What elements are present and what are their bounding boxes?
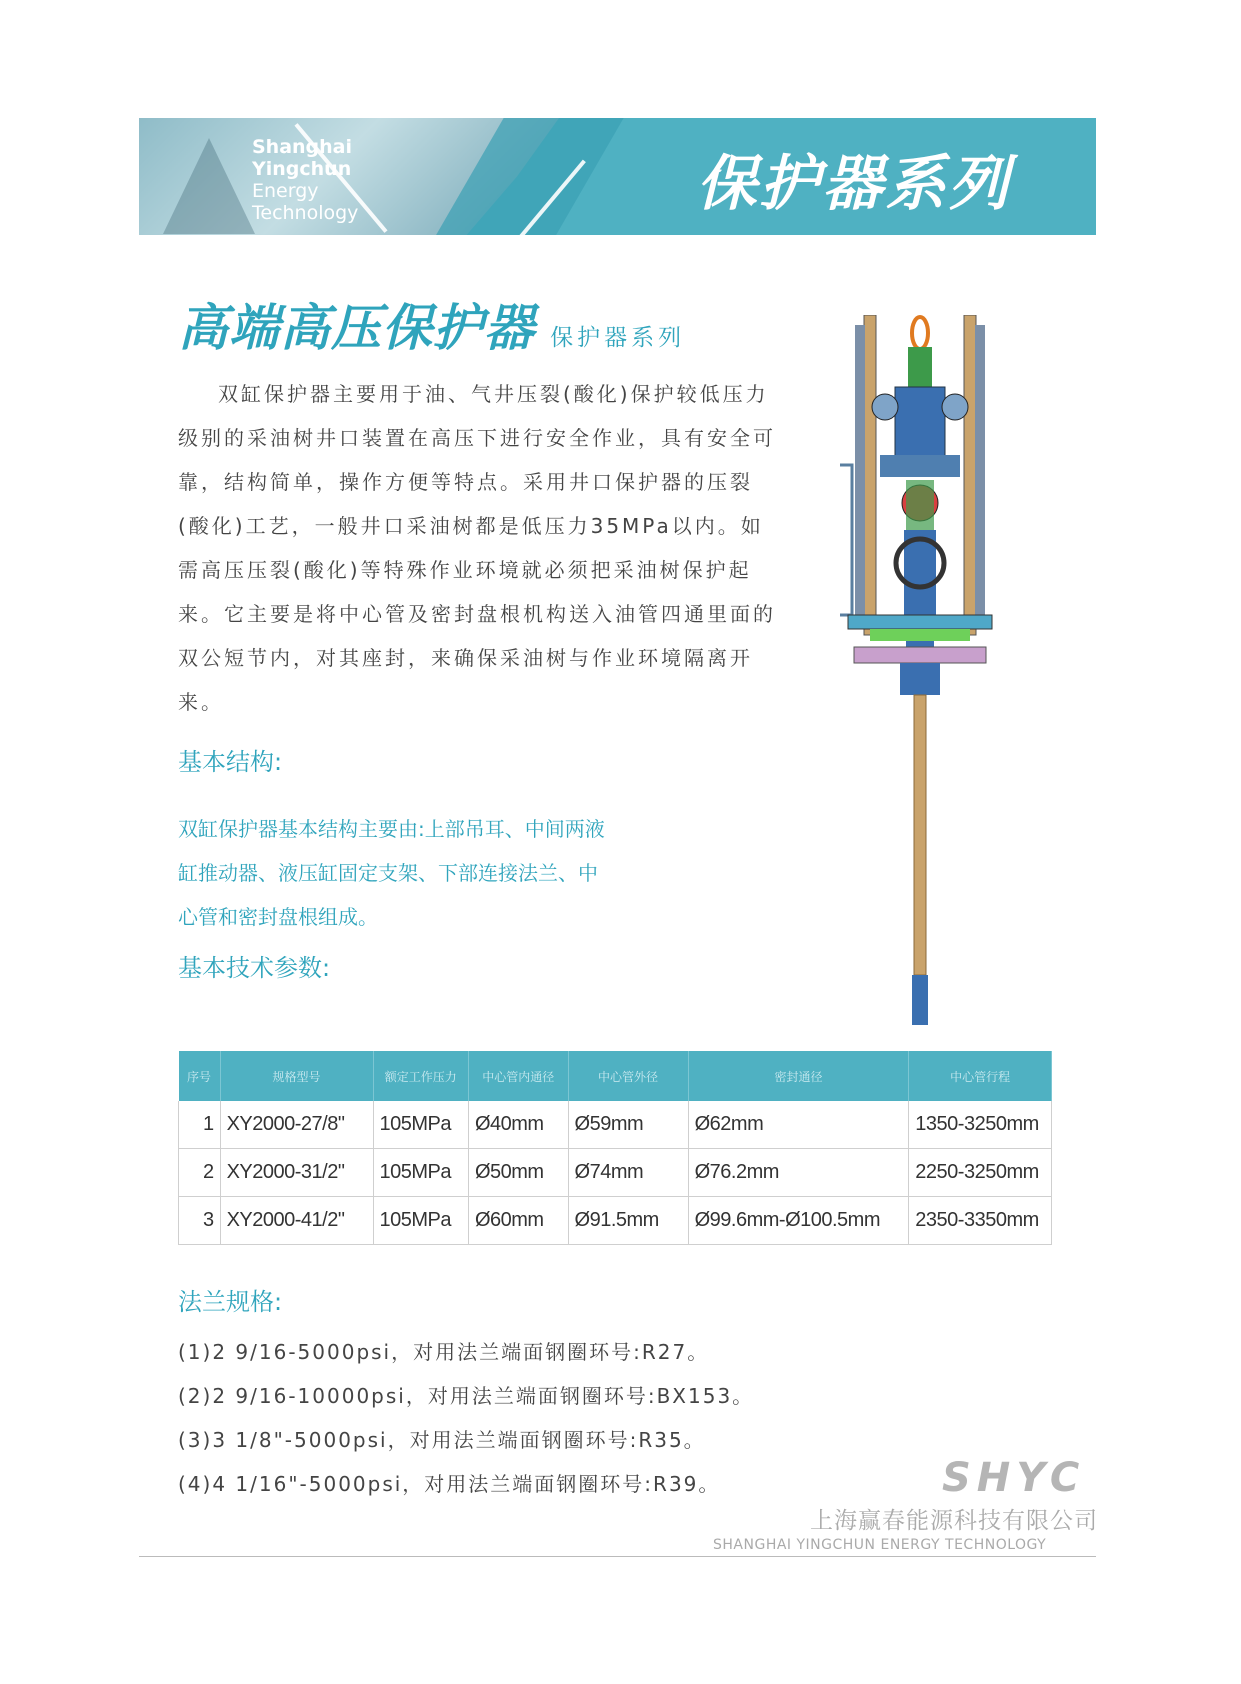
col-header: 规格型号 <box>220 1051 373 1101</box>
bottom-frame <box>848 615 992 629</box>
cell-index: 2 <box>179 1149 221 1197</box>
company-line: Technology <box>252 202 359 224</box>
footer-divider <box>139 1556 1096 1557</box>
cell-stroke: 2250-3250mm <box>909 1149 1052 1197</box>
col-header: 序号 <box>179 1051 221 1101</box>
col-header: 中心管内通径 <box>468 1051 568 1101</box>
top-valve <box>908 347 932 387</box>
cell-inner-diameter: Ø50mm <box>468 1149 568 1197</box>
green-bracket <box>870 629 970 641</box>
company-line: Energy <box>252 180 319 202</box>
footer-company-en: SHANGHAI YINGCHUN ENERGY TECHNOLOGY <box>713 1537 1047 1553</box>
seal-packing <box>912 975 928 1025</box>
company-line: Shanghai <box>252 136 353 158</box>
cross-body <box>895 387 945 457</box>
cell-inner-diameter: Ø60mm <box>468 1197 568 1245</box>
cell-stroke: 2350-3350mm <box>909 1197 1052 1245</box>
flange-list <box>178 1330 754 1506</box>
lifting-lug <box>912 317 928 349</box>
cell-pressure: 105MPa <box>373 1197 468 1245</box>
flange-item: (1)2 9/16-5000psi，对用法兰端面钢圈环号:R27。 <box>178 1340 710 1364</box>
col-header: 密封通径 <box>688 1051 909 1101</box>
flange-item: (3)3 1/8"-5000psi，对用法兰端面钢圈环号:R35。 <box>178 1428 706 1452</box>
flange-item: (2)2 9/16-10000psi，对用法兰端面钢圈环号:BX153。 <box>178 1384 755 1408</box>
cell-seal-diameter: Ø62mm <box>688 1101 909 1149</box>
mid-valve <box>906 480 934 530</box>
company-line: Yingchun <box>252 158 352 180</box>
left-cylinder <box>855 325 865 615</box>
cell-model: XY2000-41/2" <box>220 1197 373 1245</box>
structure-text: 双缸保护器基本结构主要由:上部吊耳、中间两液缸推动器、液压缸固定支架、下部连接法兰、中心管和密封盘根组成。 <box>178 817 605 929</box>
cell-model: XY2000-27/8" <box>220 1101 373 1149</box>
derrick-silhouette <box>163 138 255 234</box>
banner-series-title: 保护器系列 <box>696 149 1012 219</box>
footer-company-cn: 上海赢春能源科技有限公司 <box>810 1508 1098 1534</box>
flange-item: (4)4 1/16"-5000psi，对用法兰端面钢圈环号:R39。 <box>178 1472 721 1496</box>
col-header: 额定工作压力 <box>373 1051 468 1101</box>
shyc-logo: SHYC <box>942 1455 1086 1501</box>
cell-pressure: 105MPa <box>373 1149 468 1197</box>
cell-inner-diameter: Ø40mm <box>468 1101 568 1149</box>
cell-outer-diameter: Ø74mm <box>568 1149 688 1197</box>
banner-company-name <box>252 136 358 224</box>
table-row <box>179 1149 1052 1197</box>
page-subtitle: 保护器系列 <box>550 325 686 351</box>
specs-heading: 基本技术参数: <box>178 954 331 982</box>
specs-table <box>178 1051 1052 1245</box>
page-heading <box>178 288 685 360</box>
cell-outer-diameter: Ø59mm <box>568 1101 688 1149</box>
table-row <box>179 1101 1052 1149</box>
mid-plate <box>880 455 960 477</box>
col-header: 中心管外径 <box>568 1051 688 1101</box>
hydraulic-line <box>840 465 852 615</box>
cell-seal-diameter: Ø99.6mm-Ø100.5mm <box>688 1197 909 1245</box>
header-banner <box>139 118 1096 235</box>
cell-outer-diameter: Ø91.5mm <box>568 1197 688 1245</box>
structure-heading: 基本结构: <box>178 748 283 776</box>
protector-device-illustration <box>840 315 1000 1030</box>
lower-flange <box>900 663 940 695</box>
cell-seal-diameter: Ø76.2mm <box>688 1149 909 1197</box>
cell-model: XY2000-31/2" <box>220 1149 373 1197</box>
intro-paragraph: 双缸保护器主要用于油、气井压裂(酸化)保护较低压力级别的采油树井口装置在高压下进行安全作业，具有安全可靠，结构简单，操作方便等特点。采用井口保护器的压裂(酸化)工艺，一般井口采油树都是低压力35MPa以内。如需高压压裂(酸化)等特殊作业环境就必须把采油树保护起来。它主要是将中心管及密封盘根机构送入油管四通里面的双公短节内，对其座封，来确保采油树与作业环境隔离开来。 <box>178 382 776 714</box>
table-row <box>179 1197 1052 1245</box>
left-cylinder-rod <box>864 315 876 635</box>
right-cylinder <box>975 325 985 615</box>
col-header: 中心管行程 <box>909 1051 1052 1101</box>
cell-index: 1 <box>179 1101 221 1149</box>
cell-stroke: 1350-3250mm <box>909 1101 1052 1149</box>
right-cylinder-rod <box>964 315 976 635</box>
page-title: 高端高压保护器 <box>178 299 535 357</box>
side-flange <box>942 394 968 420</box>
cell-pressure: 105MPa <box>373 1101 468 1149</box>
flange-heading: 法兰规格: <box>178 1288 283 1316</box>
base-flange <box>854 647 986 663</box>
table-header-row <box>179 1051 1052 1101</box>
cell-index: 3 <box>179 1197 221 1245</box>
center-pipe <box>914 695 926 975</box>
side-flange <box>872 394 898 420</box>
